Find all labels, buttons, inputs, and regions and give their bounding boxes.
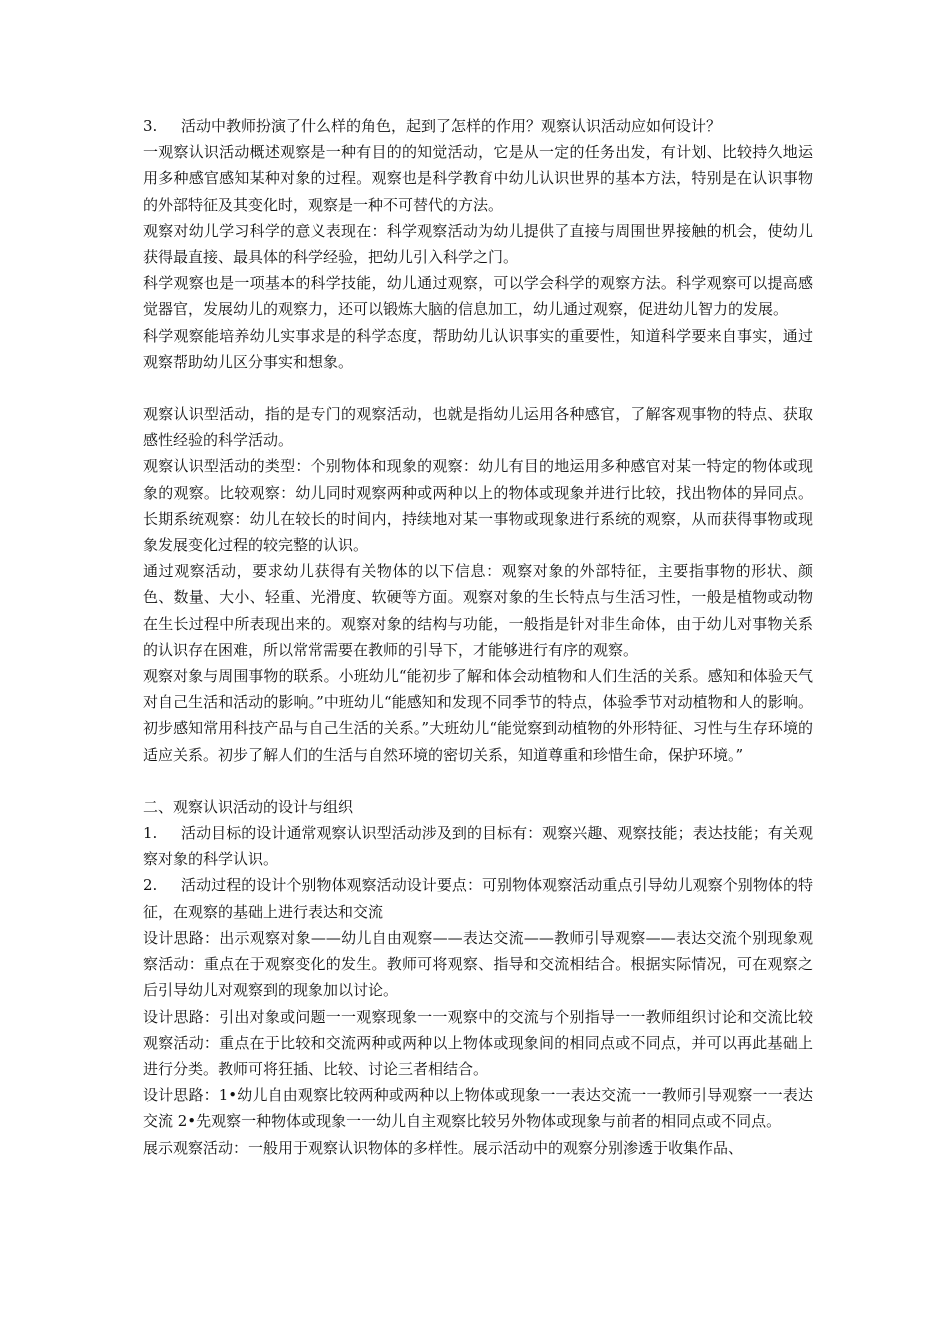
paragraph-text: 观察认识型活动的类型：个别物体和现象的观察：幼儿有目的地运用多种感官对某一特定的物体或现象的观察。比较观察：幼儿同时观察两种或两种以上的物体或现象并进行比较，找出物体的异同点。长期系统观察：幼儿在较长的时间内，持续地对某一事物或现象进行系统的观察，从而获得事物或现象发展变化过程的较完整的认识。 [143,457,813,555]
paragraph [143,453,813,558]
paragraph-text: 科学观察能培养幼儿实事求是的科学态度，帮助幼儿认识事实的重要性，知道科学要来自事实，通过观察帮助幼儿区分事实和想象。 [143,326,813,371]
paragraph [143,925,813,1004]
paragraph-text: 一观察认识活动概述观察是一种有目的的知觉活动，它是从一定的任务出发，有计划、比较持久地运用多种感官感知某种对象的过程。观察也是科学教育中幼儿认识世界的基本方法，特别是在认识事物的外部特征及其变化时，观察是一种不可替代的方法。 [143,143,813,214]
paragraph-text: 活动过程的设计个别物体观察活动设计要点：可别物体观察活动重点引导幼儿观察个别物体的特征，在观察的基础上进行表达和交流 [143,876,813,921]
paragraph [143,270,813,322]
paragraph [143,1004,813,1083]
list-number: 2. [143,876,158,895]
paragraph-text: 通过观察活动，要求幼儿获得有关物体的以下信息：观察对象的外部特征，主要指事物的形状、颜色、数量、大小、轻重、光滑度、软硬等方面。观察对象的生长特点与生活习性，一般是植物或动物在生长过程中所表现出来的。观察对象的结构与功能，一般指是针对非生命体，由于幼儿对事物关系的认识存在困难，所以常常需要在教师的引导下，才能够进行有序的观察。 [143,562,813,659]
list-number: 1. [143,824,158,843]
paragraph-text: 二、观察认识活动的设计与组织 [143,797,354,816]
paragraph-text: 设计思路：1•幼儿自由观察比较两种或两种以上物体或现象一一表达交流一一教师引导观察一一表达交流 2•先观察一种物体或现象一一幼儿自主观察比较另外物体或现象与前者的相同点或不同点。 [143,1086,813,1131]
paragraph-text: 设计思路：出示观察对象——幼儿自由观察——表达交流——教师引导观察——表达交流个别现象观察活动：重点在于观察变化的发生。教师可将观察、指导和交流相结合。根据实际情况，可在观察之后引导幼儿对观察到的现象加以讨论。 [143,928,813,1000]
paragraph-text: 设计思路：引出对象或问题一一观察现象一一观察中的交流与个别指导一一教师组织讨论和交流比较观察活动：重点在于比较和交流两种或两种以上物体或现象间的相同点或不同点，并可以再此基础上进行分类。教师可将狂插、比较、讨论三者相结合。 [143,1007,813,1078]
list-number: 3. [143,117,158,135]
blank-line [143,375,813,401]
paragraph-text: 科学观察也是一项基本的科学技能，幼儿通过观察，可以学会科学的观察方法。科学观察可以提高感觉器官，发展幼儿的观察力，还可以锻炼大脑的信息加工，幼儿通过观察，促进幼儿智力的发展。 [143,274,813,319]
paragraph-text: 观察认识型活动，指的是专门的观察活动，也就是指幼儿运用各种感官，了解客观事物的特点、获取感性经验的科学活动。 [143,405,813,450]
paragraph-text: 活动中教师扮演了什么样的角色，起到了怎样的作用？观察认识活动应如何设计？ [181,117,722,135]
paragraph [143,218,813,270]
paragraph [143,794,813,820]
paragraph [143,139,813,218]
paragraph-text: 观察对幼儿学习科学的意义表现在：科学观察活动为幼儿提供了直接与周围世界接触的机会，使幼儿获得最直接、最具体的科学经验，把幼儿引入科学之门。 [143,221,813,267]
paragraph [143,113,813,139]
paragraph [143,401,813,453]
paragraph [143,1082,813,1134]
paragraph [143,1135,813,1161]
paragraph-text: 活动目标的设计通常观察认识型活动涉及到的目标有：观察兴趣、观察技能；表达技能；有关观察对象的科学认识。 [143,824,813,869]
paragraph [143,663,813,768]
document-body [143,113,813,1161]
paragraph [143,323,813,375]
paragraph [143,872,813,924]
paragraph-text: 展示观察活动：一般用于观察认识物体的多样性。展示活动中的观察分别渗透于收集作品、 [143,1138,744,1157]
paragraph [143,558,813,663]
paragraph [143,820,813,872]
blank-line [143,768,813,794]
paragraph-text: 观察对象与周围事物的联系。小班幼儿“能初步了解和体会动植物和人们生活的关系。感知和体验天气对自己生活和活动的影响。”中班幼儿“能感知和发现不同季节的特点，体验季节对动植物和人的影响。初步感知常用科技产品与自己生活的关系。”大班幼儿“能觉察到动植物的外形特征、习性与生存环境的适应关系。初步了解人们的生活与自然环境的密切关系，知道尊重和珍惜生命，保护环境。” [143,667,813,764]
